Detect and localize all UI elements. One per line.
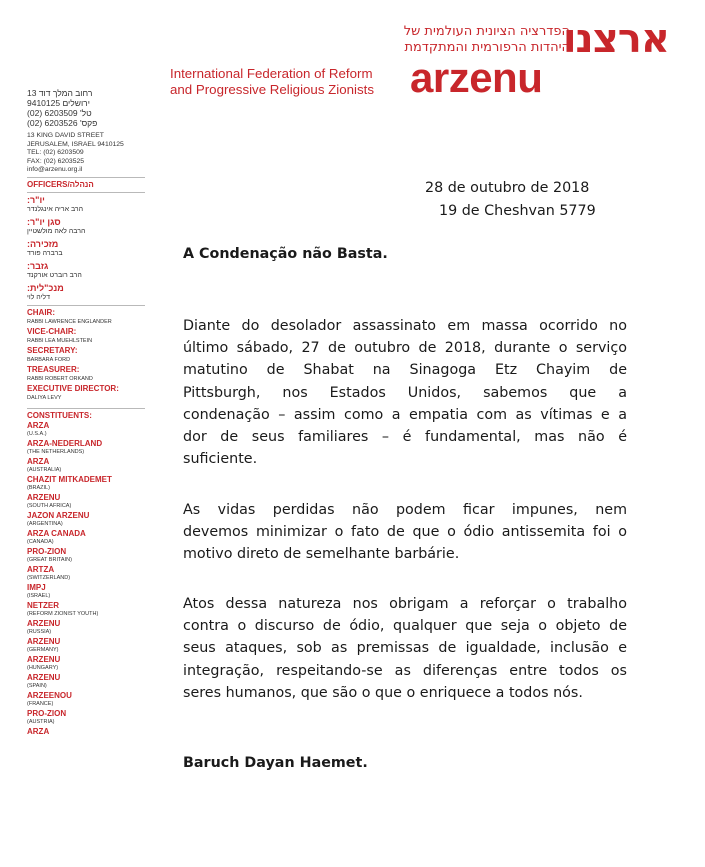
officer-name: DALIYA LEVY	[27, 394, 62, 401]
paragraph-line: Atos dessa natureza nos obrigam a reforçar o trabalho	[183, 596, 627, 612]
constituent-item	[27, 439, 145, 456]
constituent-country: (AUSTRIA)	[27, 718, 55, 725]
constituent-country: (SOUTH AFRICA)	[27, 502, 72, 509]
address-english-line: FAX: (02) 6203525	[27, 157, 85, 165]
constituent-item	[27, 529, 145, 546]
constituent-country: (GERMANY)	[27, 646, 59, 653]
constituent-name: ARZA	[27, 726, 50, 736]
hebrew-officer-name: הרבה לאה מולשטיין	[27, 227, 86, 235]
constituent-name: CHAZIT MITKADEMET	[27, 474, 112, 484]
constituent-name: ARZEENOU	[27, 690, 72, 700]
constituent-name: ARZA CANADA	[27, 528, 86, 538]
hebrew-officer-name: דליה לוי	[27, 293, 50, 301]
officer-name: RABBI ROBERT ORKAND	[27, 375, 93, 382]
constituent-name: PRO-ZION	[27, 708, 67, 718]
paragraph-line: Diante do desolador assassinato em massa ocorrido no	[183, 318, 627, 334]
address-english-line: TEL: (02) 6203509	[27, 149, 84, 156]
hebrew-officer-role: יו"ר:	[27, 194, 45, 205]
constituent-item	[27, 691, 145, 708]
paragraph-line: seres humanos, que são o que o enriquece a todos nós.	[183, 684, 583, 701]
address-english-line: info@arzenu.org.il	[27, 166, 83, 173]
constituent-country: (RUSSIA)	[27, 628, 52, 635]
constituent-name: JAZON ARZENU	[27, 510, 90, 520]
constituent-item	[27, 421, 145, 438]
paragraph-1	[183, 315, 627, 470]
constituent-item	[27, 511, 145, 528]
sidebar	[27, 88, 145, 738]
paragraph-line: As vidas perdidas não podem ficar impunes, nem	[183, 502, 627, 518]
english-officers	[27, 308, 145, 402]
constituent-item	[27, 601, 145, 618]
constituent-country: (REFORM ZIONIST YOUTH)	[27, 610, 99, 617]
constituent-name: ARZENU	[27, 636, 61, 646]
constituent-name: ARZENU	[27, 492, 61, 502]
paragraph-line: matutino de Shabat na Sinagoga Etz Chayim de	[183, 362, 627, 379]
paragraph-line: seus ataques, sob as premissas de igualdade, inclusão e	[183, 640, 627, 657]
date-gregorian: 28 de outubro de 2018	[425, 180, 590, 196]
officer-name: RABBI LAWRENCE ENGLANDER	[27, 318, 112, 325]
constituent-country: (CANADA)	[27, 538, 54, 545]
paragraph-line: integração, respeitando-se as diferenças entre todos os	[183, 662, 627, 679]
officer-name: BARBARA FORD	[27, 356, 71, 363]
constituent-name: PRO-ZION	[27, 546, 67, 556]
english-org-line-1: International Federation of Reform	[170, 66, 373, 81]
hebrew-officer-role: סגן יו"ר:	[27, 216, 61, 227]
paragraph-line: devemos minimizar o fato de que o ódio antissemita foi o	[183, 524, 627, 541]
constituent-item	[27, 475, 145, 492]
officer-role: TREASURER:	[27, 364, 80, 374]
constituent-item	[27, 655, 145, 672]
officer-name: RABBI LEA MUEHLSTEIN	[27, 337, 93, 344]
divider	[27, 305, 145, 306]
address-english	[27, 132, 145, 175]
letter-heading: A Condenação não Basta.	[183, 246, 388, 262]
hebrew-officer-name: הרב רוברט אורקנד	[27, 271, 82, 279]
hebrew-org-line-1: הפדרציה הציונית העולמית של	[403, 24, 570, 39]
english-org-name	[170, 66, 374, 98]
hebrew-officers	[27, 195, 145, 302]
constituent-name: ARZENU	[27, 672, 61, 682]
date-hebrew: 19 de Cheshvan 5779	[439, 203, 596, 219]
hebrew-officer-role: מזכירה:	[27, 238, 59, 249]
constituent-country: (AUSTRALIA)	[27, 466, 62, 473]
address-hebrew	[27, 88, 145, 128]
address-hebrew-line: רחוב המלך דוד 13	[27, 88, 93, 98]
officers-title: OFFICERS/הנהלה	[27, 179, 94, 189]
constituent-item	[27, 637, 145, 654]
constituent-country: (THE NETHERLANDS)	[27, 448, 85, 455]
constituent-country: (BRAZIL)	[27, 484, 50, 491]
constituents-title: CONSTITUENTS:	[27, 410, 92, 420]
constituent-item	[27, 709, 145, 726]
paragraph-line: motivo direto de semelhante barbárie.	[183, 546, 460, 563]
hebrew-officer-role: מנכ"לית:	[27, 282, 64, 293]
constituent-country: (U.S.A.)	[27, 430, 47, 437]
constituent-name: ARZA-NEDERLAND	[27, 438, 103, 448]
address-hebrew-line: טל' 6203509 (02)	[27, 108, 92, 118]
paragraph-line: último sábado, 27 de outubro de 2018, durante o serviço	[183, 340, 627, 357]
closing-line: Baruch Dayan Haemet.	[183, 755, 368, 771]
constituent-item	[27, 565, 145, 582]
address-hebrew-line: פקס' 6203526 (02)	[27, 118, 98, 128]
constituent-country: (GREAT BRITAIN)	[27, 556, 72, 563]
address-hebrew-line: ירושלים 9410125	[27, 98, 90, 108]
constituent-item	[27, 673, 145, 690]
constituent-name: ARZA	[27, 456, 50, 466]
constituent-item	[27, 493, 145, 510]
hebrew-org-name	[404, 24, 570, 56]
paragraph-line: dor de seus familiares – é fundamental, mas não é	[183, 428, 627, 445]
hebrew-logo: ארצנו	[562, 16, 669, 62]
paragraph-3	[183, 593, 627, 704]
divider	[27, 408, 145, 409]
constituent-item	[27, 583, 145, 600]
constituent-name: ARZENU	[27, 618, 61, 628]
officer-role: VICE-CHAIR:	[27, 326, 77, 336]
constituent-country: (HUNGARY)	[27, 664, 59, 671]
hebrew-org-line-2: היהדות הרפורמית והמתקדמת	[404, 40, 570, 55]
constituent-country: (SWITZERLAND)	[27, 574, 71, 581]
english-logo: arzenu	[410, 54, 543, 101]
officer-role: SECRETARY:	[27, 345, 78, 355]
constituent-item	[27, 547, 145, 564]
constituent-name: ARZENU	[27, 654, 61, 664]
paragraph-line: Pittsburgh, nos Estados Unidos, sabemos que a	[183, 384, 627, 401]
constituents-list	[27, 421, 145, 737]
paragraph-2	[183, 499, 627, 566]
paragraph-line: contra o discurso de ódio, qualquer que seja o objeto de	[183, 618, 627, 635]
paragraph-line: suficiente.	[183, 451, 258, 468]
address-english-line: JERUSALEM, ISRAEL 9410125	[27, 140, 124, 148]
constituent-name: NETZER	[27, 600, 59, 610]
hebrew-officer-name: ברברה פורד	[27, 249, 63, 257]
divider	[27, 192, 145, 193]
address-english-line: 13 KING DAVID STREET	[27, 132, 104, 139]
constituent-item	[27, 457, 145, 474]
constituent-name: ARTZA	[27, 564, 55, 574]
constituent-item	[27, 619, 145, 636]
english-org-line-2: and Progressive Religious Zionists	[170, 82, 374, 97]
hebrew-officer-name: הרב אריה אינגלנדר	[27, 205, 84, 213]
hebrew-officer-role: גזבר:	[27, 260, 49, 271]
constituent-item	[27, 727, 145, 737]
constituent-country: (SPAIN)	[27, 682, 47, 689]
constituent-country: (ISRAEL)	[27, 592, 51, 599]
constituent-name: IMPJ	[27, 582, 46, 592]
constituent-country: (ARGENTINA)	[27, 520, 63, 527]
constituent-name: ARZA	[27, 420, 50, 430]
constituent-country: (FRANCE)	[27, 700, 54, 707]
divider	[27, 177, 145, 178]
officer-role: CHAIR:	[27, 307, 55, 317]
paragraph-line: condenação – assim como a empatia com as vítimas e a	[183, 406, 627, 423]
officer-role: EXECUTIVE DIRECTOR:	[27, 383, 119, 393]
